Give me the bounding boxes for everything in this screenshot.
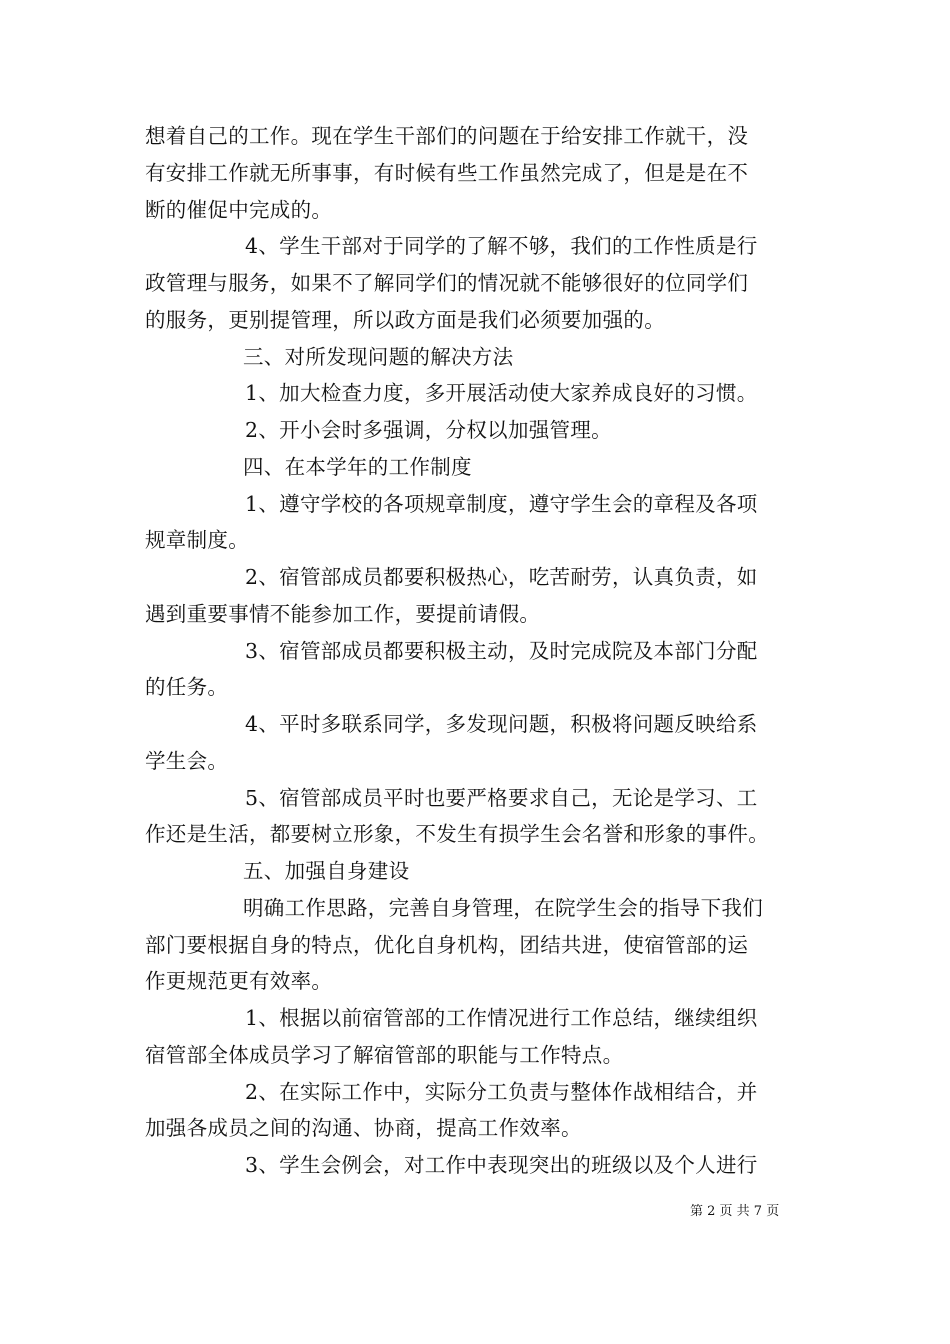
list-item: 2、开小会时多强调，分权以加强管理。 <box>245 418 612 442</box>
text-line: 部门要根据自身的特点，优化自身机构，团结共进，使宿管部的运 <box>145 932 749 957</box>
section-heading: 四、在本学年的工作制度 <box>243 454 472 479</box>
text-line: 断的催促中完成的。 <box>145 197 333 222</box>
text-line: 的任务。 <box>145 675 229 700</box>
text-line: 想着自己的工作。现在学生干部们的问题在于给安排工作就干，没 <box>145 124 749 148</box>
list-item: 4、平时多联系同学，多发现问题，积极将问题反映给系 <box>245 712 758 736</box>
text-line: 有安排工作就无所事事，有时候有些工作虽然完成了，但是是在不 <box>145 160 749 185</box>
text-line: 作更规范更有效率。 <box>145 969 333 994</box>
text-line: 规章制度。 <box>145 528 249 553</box>
text-line: 政管理与服务，如果不了解同学们的情况就不能够很好的位同学们 <box>145 271 749 295</box>
list-item: 1、遵守学校的各项规章制度，遵守学生会的章程及各项 <box>245 491 758 516</box>
list-item: 2、宿管部成员都要积极热心，吃苦耐劳，认真负责，如 <box>245 565 758 589</box>
text-line: 学生会。 <box>145 748 229 773</box>
section-heading: 三、对所发现问题的解决方法 <box>243 344 514 369</box>
page-number: 第 2 页 共 7 页 <box>690 1204 780 1219</box>
list-item: 2、在实际工作中，实际分工负责与整体作战相结合，并 <box>245 1079 758 1104</box>
list-item: 3、宿管部成员都要积极主动，及时完成院及本部门分配 <box>245 638 758 663</box>
body-text <box>145 118 810 1184</box>
section-heading: 五、加强自身建设 <box>243 859 410 883</box>
list-item: 5、宿管部成员平时也要严格要求自己，无论是学习、工 <box>245 785 758 810</box>
paragraph-start: 4、学生干部对于同学的了解不够，我们的工作性质是行 <box>245 234 758 259</box>
list-item: 1、加大检查力度，多开展活动使大家养成良好的习惯。 <box>245 381 758 406</box>
text-line: 遇到重要事情不能参加工作，要提前请假。 <box>145 601 541 626</box>
list-item: 1、根据以前宿管部的工作情况进行工作总结，继续组织 <box>245 1006 758 1030</box>
text-line: 加强各成员之间的沟通、协商，提高工作效率。 <box>145 1116 582 1141</box>
text-line: 的服务，更别提管理，所以政方面是我们必须要加强的。 <box>145 307 665 332</box>
text-line: 宿管部全体成员学习了解宿管部的职能与工作特点。 <box>145 1042 624 1067</box>
paragraph-start: 明确工作思路，完善自身管理，在院学生会的指导下我们 <box>243 895 763 920</box>
list-item: 3、学生会例会，对工作中表现突出的班级以及个人进行 <box>245 1153 758 1177</box>
text-line: 作还是生活，都要树立形象，不发生有损学生会名誉和形象的事件。 <box>145 822 769 847</box>
